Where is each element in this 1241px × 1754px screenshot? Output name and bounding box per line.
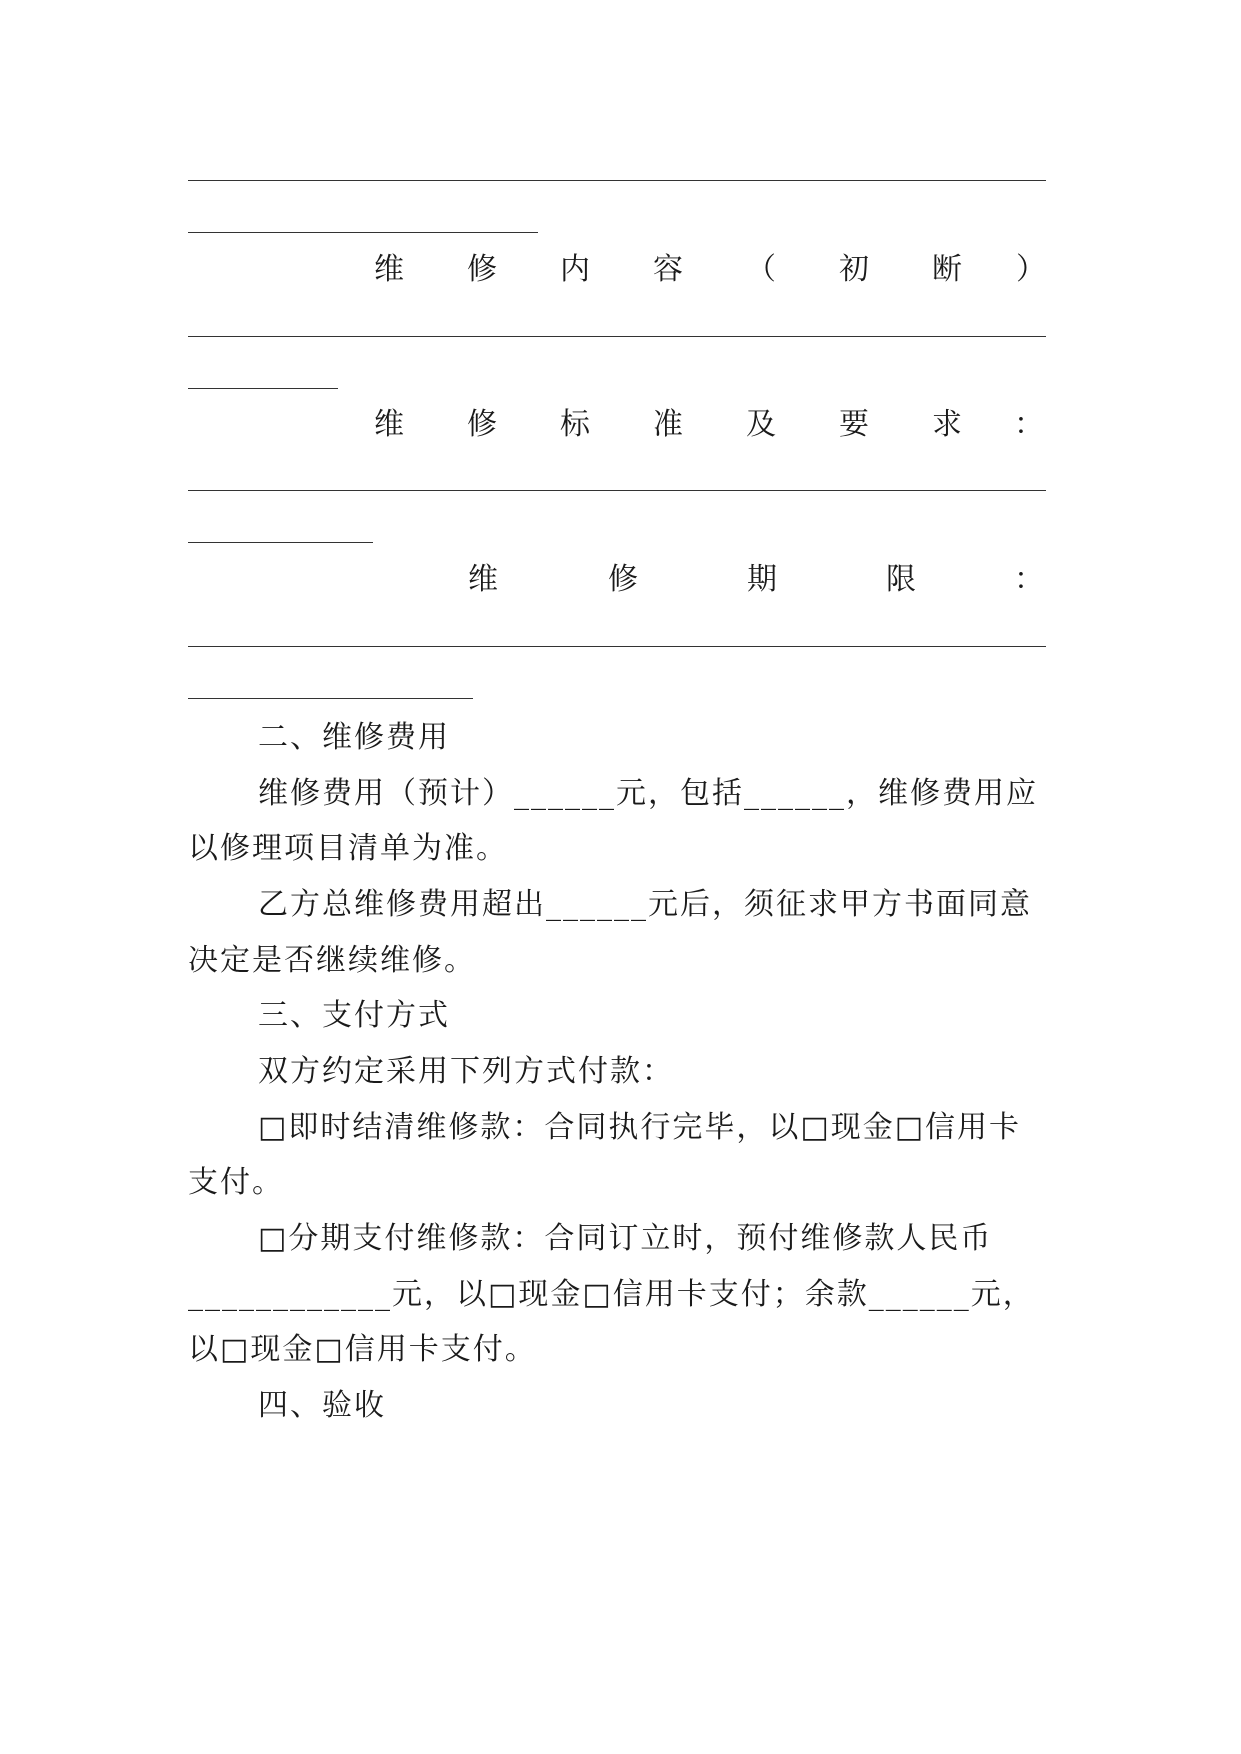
paragraph-line: □即时结清维修款：合同执行完毕，以□现金□信用卡 xyxy=(258,1110,1022,1145)
label-char: 要 xyxy=(839,407,869,442)
label-char: 修 xyxy=(467,407,497,442)
label-char: 标 xyxy=(560,407,590,442)
blank-line xyxy=(188,336,1046,337)
blank-line xyxy=(188,646,1046,647)
label-char: 修 xyxy=(608,562,638,597)
paragraph-line: 以修理项目清单为准。 xyxy=(188,831,508,866)
label-char: （ xyxy=(746,252,776,287)
blank-line xyxy=(188,388,338,389)
paragraph-line: 以□现金□信用卡支付。 xyxy=(188,1332,537,1367)
label-char: 准 xyxy=(653,407,683,442)
paragraph-line: 双方约定采用下列方式付款： xyxy=(258,1054,674,1089)
label-char: 及 xyxy=(746,407,776,442)
label-char: 断 xyxy=(932,252,962,287)
label-char: ： xyxy=(1014,407,1044,442)
label-char: 修 xyxy=(467,252,497,287)
blank-line xyxy=(188,542,373,543)
label-char: 维 xyxy=(468,562,498,597)
label-char: 容 xyxy=(653,252,683,287)
paragraph-line: 维修费用（预计）______元，包括______，维修费用应 xyxy=(258,776,1038,811)
label-char: 初 xyxy=(839,252,869,287)
paragraph-line: □分期支付维修款：合同订立时，预付维修款人民币 xyxy=(258,1221,993,1256)
section-heading-payment: 三、支付方式 xyxy=(258,998,450,1033)
label-char: 期 xyxy=(747,562,777,597)
label-char: 求 xyxy=(932,407,962,442)
blank-line xyxy=(188,180,1046,181)
paragraph-line: ____________元，以□现金□信用卡支付；余款______元， xyxy=(188,1277,1035,1312)
paragraph-line: 支付。 xyxy=(188,1165,284,1200)
label-char: 维 xyxy=(374,407,404,442)
paragraph-line: 乙方总维修费用超出______元后，须征求甲方书面同意 xyxy=(258,887,1032,922)
paragraph-line: 决定是否继续维修。 xyxy=(188,943,476,978)
blank-line xyxy=(188,698,473,699)
blank-line xyxy=(188,490,1046,491)
section-heading-acceptance: 四、验收 xyxy=(258,1388,386,1423)
repair-period-label xyxy=(188,560,1046,600)
repair-standard-label xyxy=(188,405,1046,445)
blank-line xyxy=(188,232,538,233)
label-char: 内 xyxy=(560,252,590,287)
label-char: 限 xyxy=(886,562,916,597)
repair-content-label xyxy=(188,250,1046,290)
label-char: 维 xyxy=(374,252,404,287)
label-char: ） xyxy=(1016,252,1046,287)
label-char: ： xyxy=(1014,562,1044,597)
section-heading-fees: 二、维修费用 xyxy=(258,720,450,755)
